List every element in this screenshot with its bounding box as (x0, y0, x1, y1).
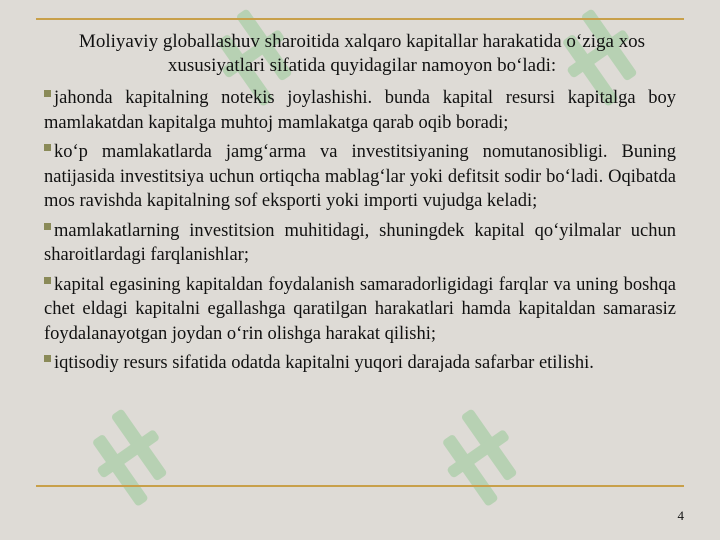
bullet-text: kapital egasining kapitaldan foydalanish samaradorligidagi farqlar va uning boshqa chet eldagi kapitalni egallashga qaratilgan harakatlari hamda kapitaldan samarasiz foydalanayotgan joydan o‘rin olishga harakat qilishi; (44, 274, 676, 344)
bottom-divider (36, 485, 684, 487)
square-bullet-icon (44, 277, 51, 284)
bullet-text: iqtisodiy resurs sifatida odatda kapitalni yuqori darajada safarbar etilishi. (54, 353, 594, 373)
page-number: 4 (677, 508, 684, 523)
square-bullet-icon (44, 223, 51, 230)
square-bullet-icon (44, 355, 51, 362)
bullet-text: jahonda kapitalning notekis joylashishi. bunda kapital resursi kapitalga boy mamlakatdan kapitalga muhtoj mamlakatga qarab oqib boradi; (44, 88, 676, 133)
bullet-list (44, 86, 676, 381)
bullet-item (44, 219, 676, 268)
slide-title: Moliyaviy globallashuv sharoitida xalqaro kapitallar harakatida o‘ziga xos xususiyatlari sifatida quyidagilar namoyon bo‘ladi: (78, 31, 646, 76)
square-bullet-icon (44, 144, 51, 151)
bullet-item (44, 273, 676, 347)
bullet-item (44, 351, 676, 376)
watermark-logo (440, 400, 530, 520)
bullet-item (44, 140, 676, 214)
watermark-logo (90, 400, 180, 520)
bullet-item (44, 86, 676, 135)
square-bullet-icon (44, 90, 51, 97)
top-divider (36, 18, 684, 20)
bullet-text: mamlakatlarning investitsion muhitidagi, shuningdek kapital qo‘yilmalar uchun sharoitlardagi farqlanishlar; (44, 220, 676, 265)
bullet-text: ko‘p mamlakatlarda jamg‘arma va investitsiyaning nomutanosibligi. Buning natijasida investitsiya uchun ortiqcha mablag‘lar yoki defitsit sodir bo‘ladi. Oqibatda mos ravishda kapitalning sof eksporti yoki importi vujudga keladi; (44, 142, 676, 211)
